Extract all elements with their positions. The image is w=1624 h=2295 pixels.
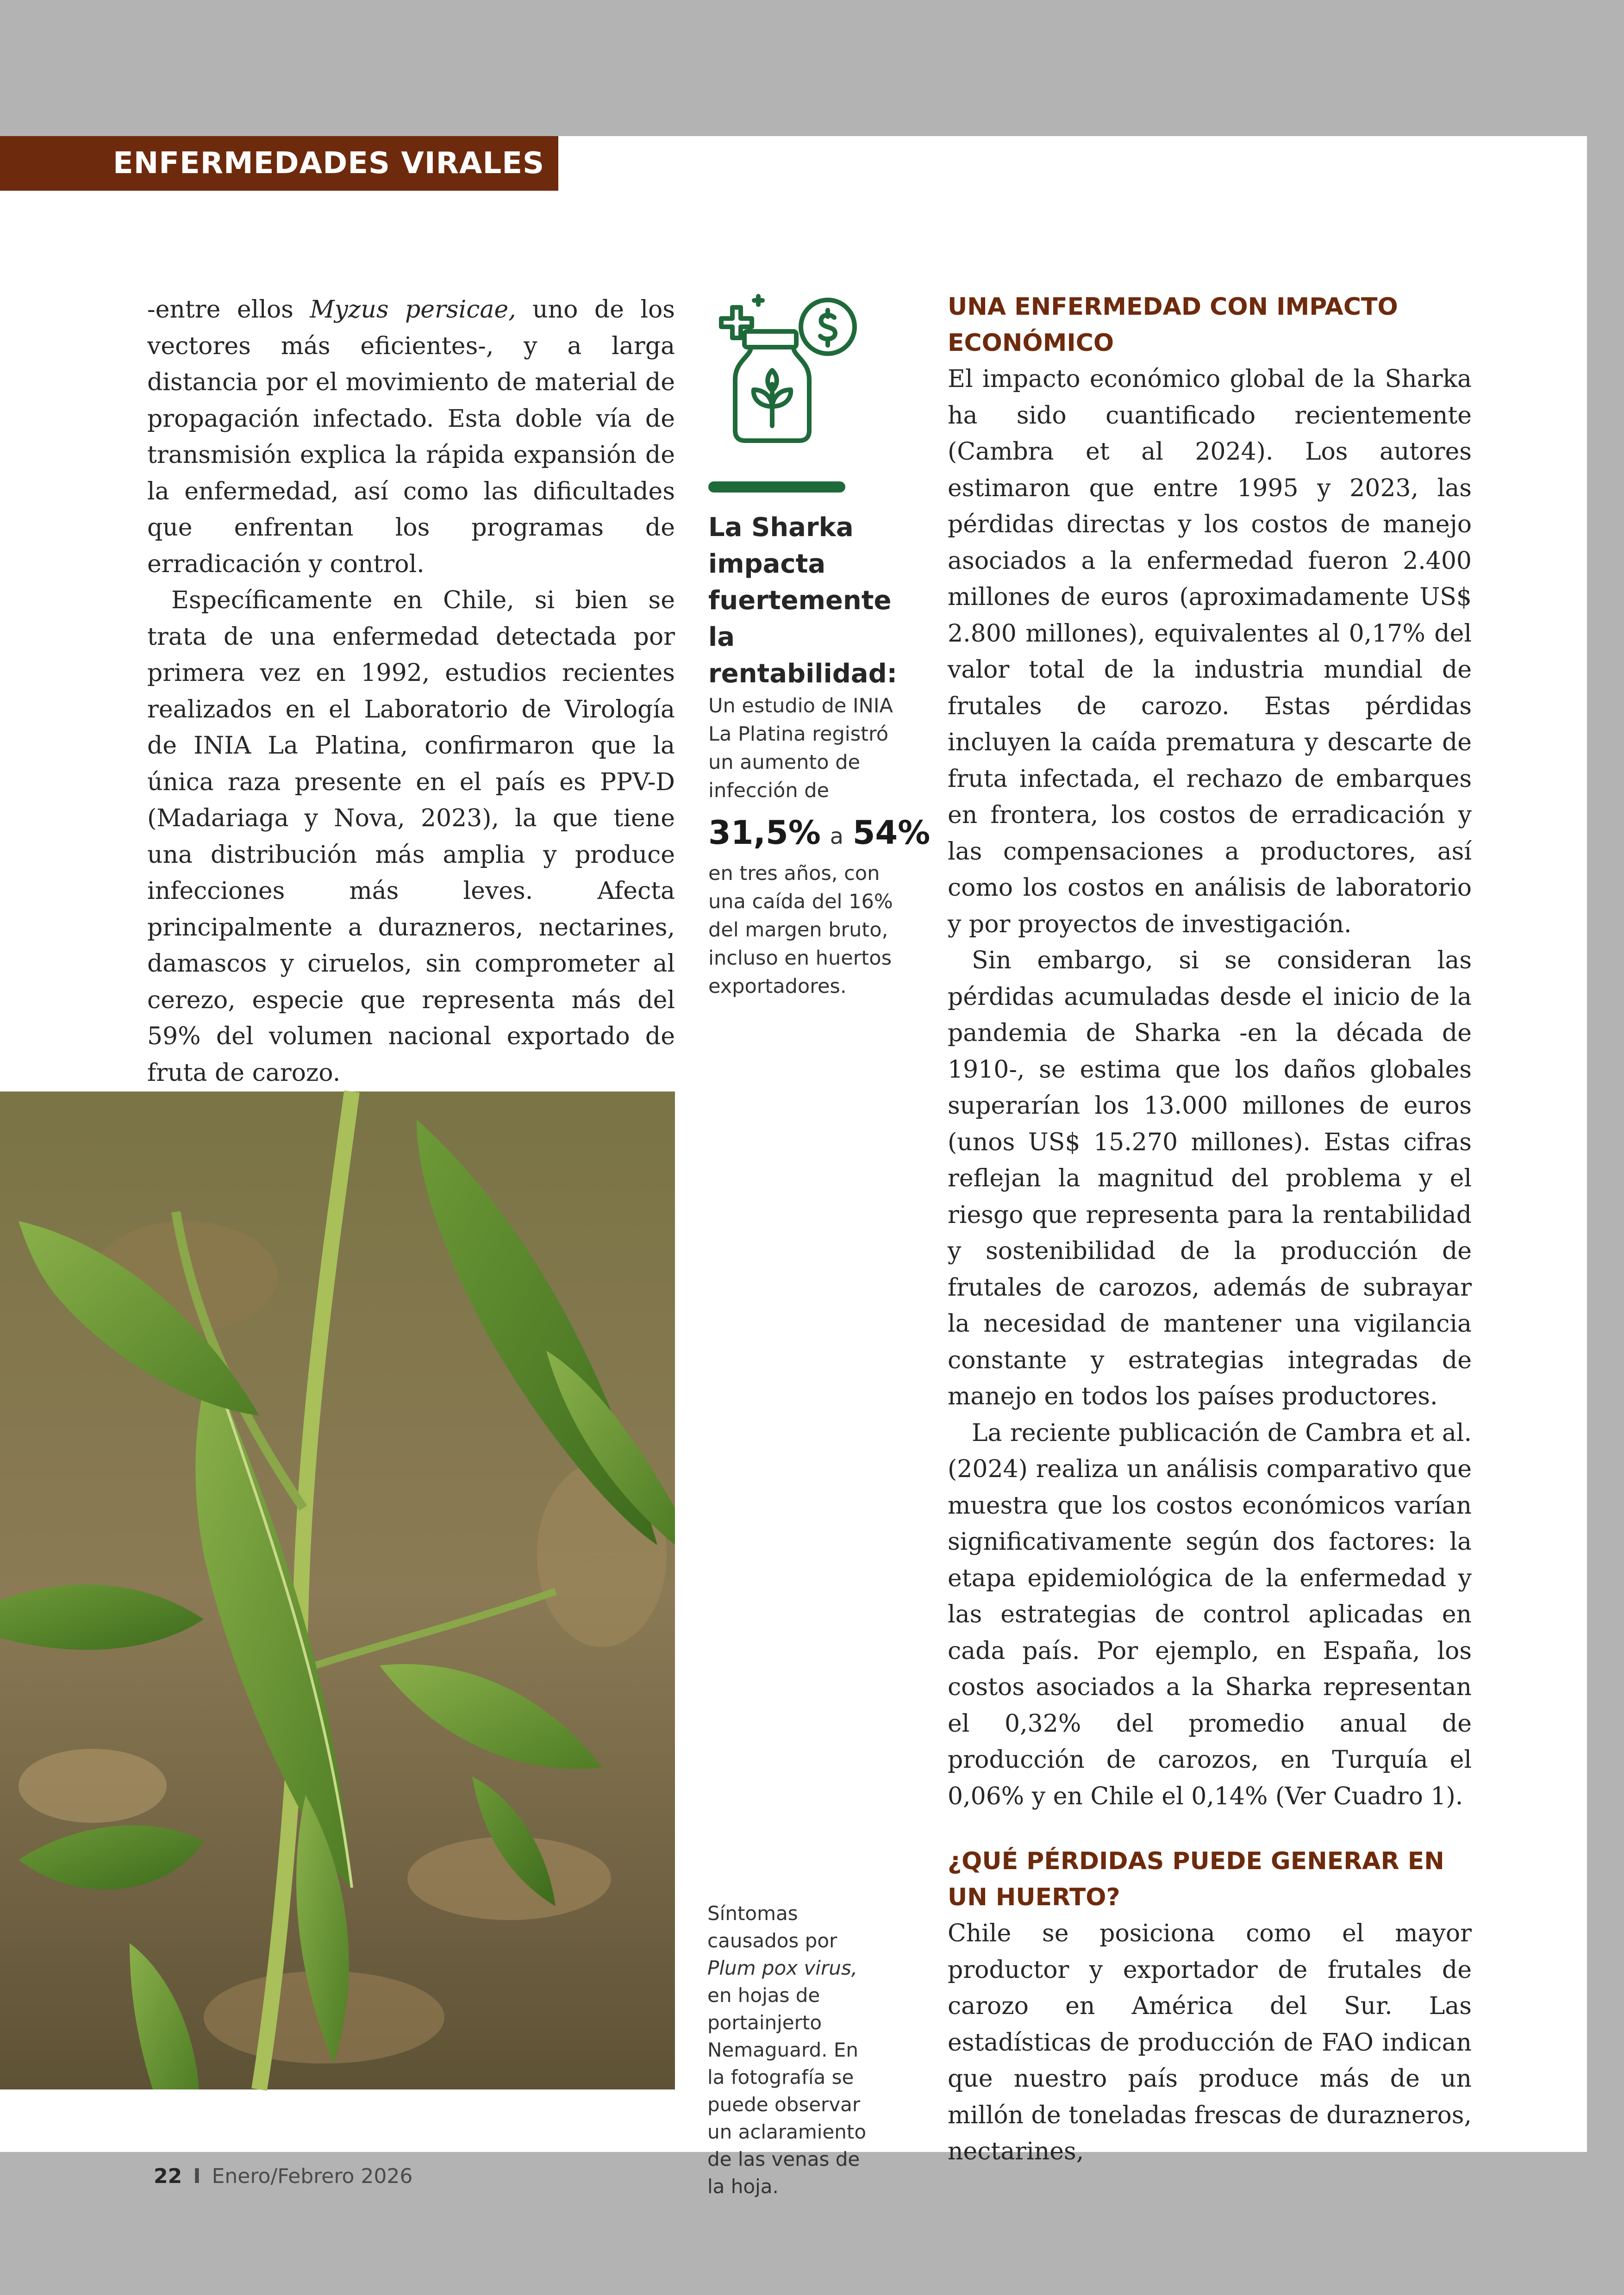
paragraph: Chile se posiciona como el mayor productor y exportador de frutales de carozo en América del Sur. Las estadísticas de producción de FAO indican que nuestro país produce más de un millón de toneladas frescas de durazneros, nectarines, [948, 1920, 1472, 2165]
section-heading-orchard-losses: ¿QUÉ PÉRDIDAS PUEDE GENERAR EN UN HUERTO? [948, 1847, 1444, 1911]
virus-name: Plum pox virus, [707, 1957, 858, 1979]
section-header: ENFERMEDADES VIRALES [0, 136, 558, 191]
stat-heading: La Sharka impacta fuertemente la rentabilidad: [708, 512, 898, 689]
page-footer [154, 2163, 412, 2190]
left-text-column [147, 292, 675, 1091]
stat-outro: en tres años, con una caída del 16% del margen bruto, incluso en huertos exportadores. [708, 862, 893, 998]
paragraph: La reciente publicación de Cambra et al. (2024) realiza un análisis comparativo que muestra que los costos económicos varían significativamente según dos factores: la etapa epidemiológica de la enfermedad y las estrategias de control aplicadas en cada país. Por ejemplo, en España, los costos asociados a la Sharka representan el 0,32% del promedio anual de producción de carozos, en Turquía el 0,06% y en Chile el 0,14% (Ver Cuadro 1). [948, 1419, 1472, 1810]
accent-bar [708, 481, 845, 493]
right-text-column [948, 289, 1472, 2170]
page-number: 22 [154, 2164, 182, 2188]
paragraph: Específicamente en Chile, si bien se trata de una enfermedad detectada por primera vez en 1992, estudios recientes realizados en el Laboratorio de Virología de INIA La Platina, confirmaron que la única raza presente en el país es PPV-D (Madariaga y Nova, 2023), la que tiene una distribución más amplia y produce infecciones más leves. Afecta principalmente a durazneros, nectarines, damascos y ciruelos, sin comprometer al cerezo, especie que representa más del 59% del volumen nacional exportado de fruta de carozo. [147, 586, 675, 1087]
paragraph: Sin embargo, si se consideran las pérdidas acumuladas desde el inicio de la pandemia de Sharka -en la década de 1910-, se estima que los daños globales superarían los 13.000 millones de euros (unos US$ 15.270 millones). Estas cifras reflejan la magnitud del problema y el riesgo que representa para la rentabilidad y sostenibilidad de la producción de frutales de carozos, además de subrayar la necesidad de mantener una vigilancia constante y estrategias integradas de manejo en todos los países productores. [948, 947, 1472, 1410]
footer-separator: I [193, 2164, 201, 2188]
species-name: Myzus persicae, [310, 296, 516, 324]
photo-caption: Síntomas causados por Plum pox virus, en hojas de portainjerto Nemaguard. En la fotografía se puede observar un aclaramiento de las venas de la hoja. [707, 1902, 867, 2198]
paragraph: -entre ellos Myzus persicae, uno de los vectores más eficientes-, y a larga distancia por el movimiento de material de propagación infectado. Esta doble vía de transmisión explica la rápida expansión de la enfermedad, así como las dificultades que enfrentan los programas de erradicación y control. [147, 296, 675, 578]
paragraph: El impacto económico global de la Sharka ha sido cuantificado recientemente (Cambra et al 2024). Los autores estimaron que entre 1995 y 2023, las pérdidas directas y los costos de manejo asociados a la enfermedad fueron 2.400 millones de euros (aproximadamente US$ 2.800 millones), equivalentes al 0,17% del valor total de la industria mundial de frutales de carozo. Estas pérdidas incluyen la caída prematura y descarte de fruta infectada, el rechazo de embarques en frontera, los costos de erradicación y las compensaciones a productores, así como los costos en análisis de laboratorio y por proyectos de investigación. [948, 365, 1472, 938]
stat-sidebar [708, 292, 931, 1001]
section-heading-economic-impact: UNA ENFERMEDAD CON IMPACTO ECONÓMICO [948, 293, 1398, 357]
stat-figure: 31,5% a 54% [708, 814, 931, 852]
leaf-photo [0, 1091, 675, 2089]
jar-money-plant-icon [708, 292, 866, 467]
issue-date: Enero/Febrero 2026 [212, 2164, 413, 2188]
stat-intro: Un estudio de INIA La Platina registró un aumento de infección de [708, 694, 893, 802]
